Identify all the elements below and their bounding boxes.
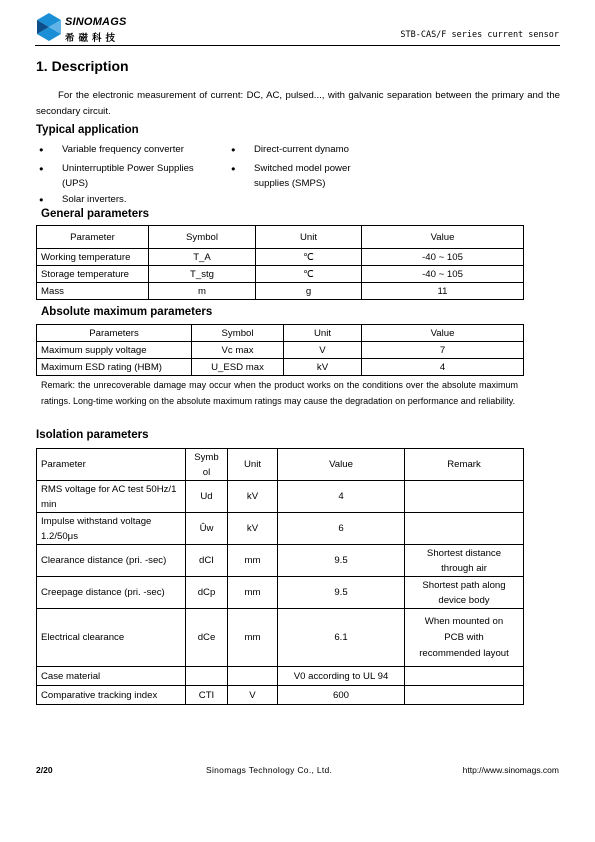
isolation-parameters-table <box>36 448 524 705</box>
table-cell <box>186 667 228 686</box>
table-cell: Mass <box>37 283 149 300</box>
footer-company: Sinomags Technology Co., Ltd. <box>206 765 333 775</box>
general-parameters-heading: General parameters <box>41 208 150 220</box>
table-row <box>37 283 524 300</box>
table-row <box>37 481 524 513</box>
absolute-maximum-heading: Absolute maximum parameters <box>41 306 213 318</box>
table-cell: 600 <box>278 686 405 705</box>
table-cell: -40 ~ 105 <box>362 249 524 266</box>
general-parameters-table <box>36 225 524 300</box>
table-row <box>37 609 524 667</box>
table-cell: dCe <box>186 609 228 667</box>
table-cell: V <box>228 686 278 705</box>
table-cell: Creepage distance (pri. -sec) <box>37 577 186 609</box>
table-cell: Shortest distance through air <box>405 545 524 577</box>
table-cell: 4 <box>362 359 524 376</box>
table-cell: Maximum ESD rating (HBM) <box>37 359 192 376</box>
table-cell: 6 <box>278 513 405 545</box>
list-item: ● Variable frequency converter <box>36 142 221 157</box>
table-cell <box>405 667 524 686</box>
table-cell: Electrical clearance <box>37 609 186 667</box>
footer-url-link[interactable]: http://www.sinomags.com <box>462 765 559 775</box>
table-row <box>37 667 524 686</box>
table-cell: Maximum supply voltage <box>37 342 192 359</box>
table-cell <box>405 686 524 705</box>
application-list-left <box>36 142 221 207</box>
list-item: ● Uninterruptible Power Supplies (UPS) <box>36 161 221 191</box>
table-cell: Ud <box>186 481 228 513</box>
table-header: Value <box>362 325 524 342</box>
table-row <box>37 342 524 359</box>
table-cell <box>228 667 278 686</box>
header-rule <box>35 45 560 46</box>
table-row <box>37 249 524 266</box>
table-cell: 9.5 <box>278 545 405 577</box>
table-cell <box>405 481 524 513</box>
table-header: Value <box>278 449 405 481</box>
table-header: Unit <box>284 325 362 342</box>
table-cell: Storage temperature <box>37 266 149 283</box>
table-cell: CTI <box>186 686 228 705</box>
table-header: Unit <box>228 449 278 481</box>
table-header: Symb ol <box>186 449 228 481</box>
table-row <box>37 686 524 705</box>
table-cell: -40 ~ 105 <box>362 266 524 283</box>
section-title: 1. Description <box>36 58 129 74</box>
table-row <box>37 545 524 577</box>
table-cell: U_ESD max <box>192 359 284 376</box>
table-cell: T_stg <box>149 266 256 283</box>
table-cell: dCp <box>186 577 228 609</box>
table-cell: mm <box>228 577 278 609</box>
isolation-parameters-heading: Isolation parameters <box>36 429 149 441</box>
table-cell: ℃ <box>256 266 362 283</box>
table-cell: Vc max <box>192 342 284 359</box>
table-cell: V0 according to UL 94 <box>278 667 405 686</box>
table-cell: 7 <box>362 342 524 359</box>
table-cell: mm <box>228 609 278 667</box>
logo-icon <box>35 12 63 44</box>
table-header: Parameter <box>37 449 186 481</box>
table-cell: 6.1 <box>278 609 405 667</box>
table-row <box>37 359 524 376</box>
table-cell: Case material <box>37 667 186 686</box>
table-header: Unit <box>256 226 362 249</box>
table-cell: When mounted on PCB with recommended layout <box>405 609 524 667</box>
table-cell: 4 <box>278 481 405 513</box>
table-cell: Impulse withstand voltage 1.2/50μs <box>37 513 186 545</box>
intro-paragraph <box>36 88 560 120</box>
table-cell: kV <box>284 359 362 376</box>
intro-text: For the electronic measurement of current: DC, AC, pulsed..., with galvanic separation between the primary and the secondary circuit. <box>36 90 560 117</box>
absolute-maximum-table <box>36 324 524 376</box>
table-cell: 11 <box>362 283 524 300</box>
table-header: Symbol <box>192 325 284 342</box>
table-header: Parameters <box>37 325 192 342</box>
table-row <box>37 266 524 283</box>
list-item: ● Switched model power supplies (SMPS) <box>228 161 373 191</box>
table-cell: T_A <box>149 249 256 266</box>
brand-name: SINOMAGS <box>65 16 127 28</box>
table-cell: V <box>284 342 362 359</box>
table-cell: 9.5 <box>278 577 405 609</box>
table-cell <box>405 513 524 545</box>
table-header: Value <box>362 226 524 249</box>
company-logo <box>35 12 135 44</box>
table-cell: kV <box>228 481 278 513</box>
table-cell: g <box>256 283 362 300</box>
remark-paragraph: Remark: the unrecoverable damage may occur when the product works on the conditions over the absolute maximum ratings. Long-time working on the absolute maximum ratings may cause the degradation on performance and reliability. <box>41 380 518 406</box>
table-cell: m <box>149 283 256 300</box>
table-header: Remark <box>405 449 524 481</box>
application-list-right <box>228 142 373 191</box>
table-cell: Working temperature <box>37 249 149 266</box>
table-cell: mm <box>228 545 278 577</box>
page-number: 2/20 <box>36 765 53 775</box>
table-cell: kV <box>228 513 278 545</box>
table-header: Parameter <box>37 226 149 249</box>
table-cell: Shortest path along device body <box>405 577 524 609</box>
list-item: ● Solar inverters. <box>36 192 221 207</box>
list-item: ● Direct-current dynamo <box>228 142 373 157</box>
table-cell: RMS voltage for AC test 50Hz/1 min <box>37 481 186 513</box>
table-header: Symbol <box>149 226 256 249</box>
table-cell: ℃ <box>256 249 362 266</box>
typical-application-heading: Typical application <box>36 124 139 136</box>
table-cell: Clearance distance (pri. -sec) <box>37 545 186 577</box>
brand-name-cn: 希磁科技 <box>65 33 120 44</box>
table-row <box>37 577 524 609</box>
series-title: STB-CAS/F series current sensor <box>400 30 559 40</box>
table-cell: Ûw <box>186 513 228 545</box>
table-cell: Comparative tracking index <box>37 686 186 705</box>
table-row <box>37 513 524 545</box>
table-cell: dCI <box>186 545 228 577</box>
